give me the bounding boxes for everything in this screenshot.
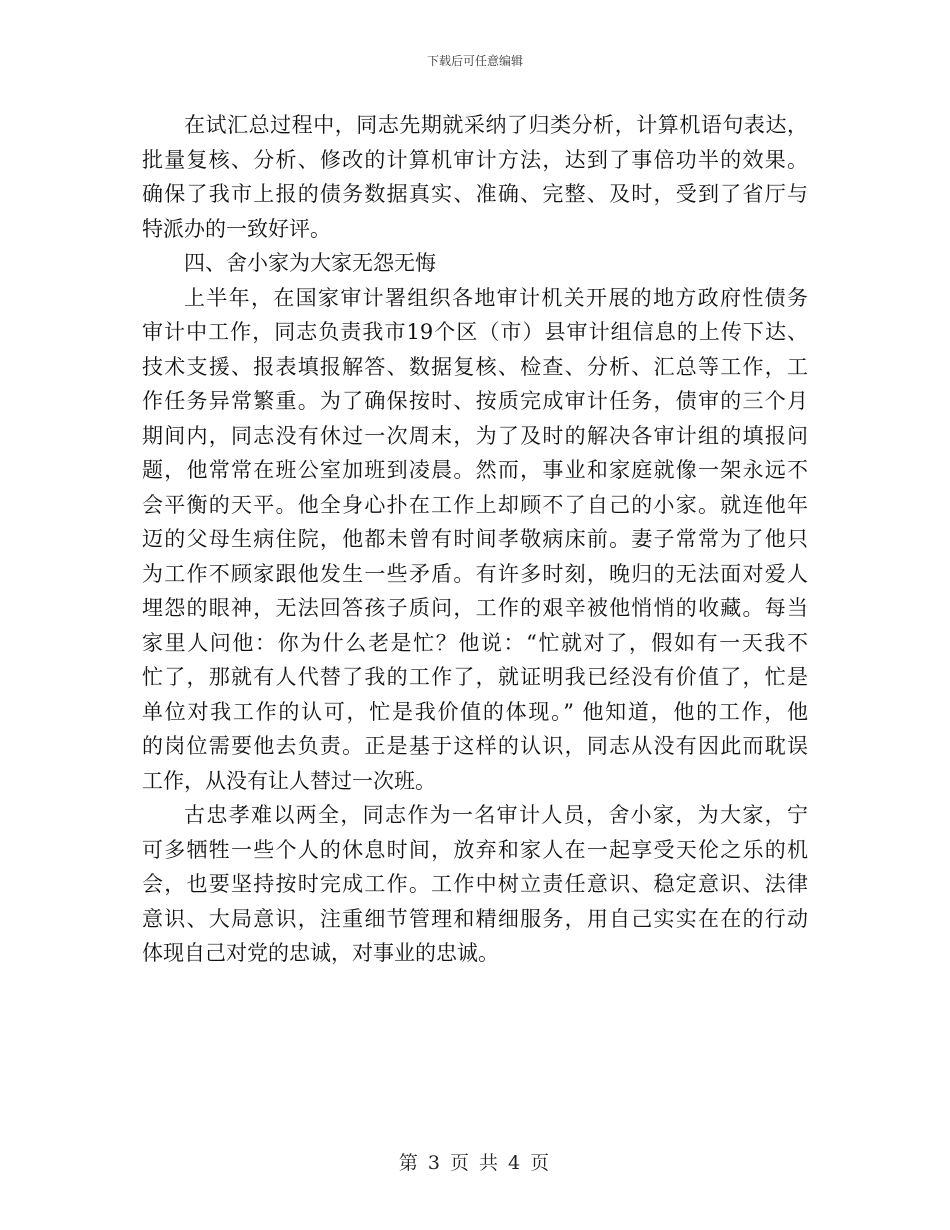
text-line: 上半年，在国家审计署组织各地审计机关开展的地方政府性债务 [184,285,808,310]
text-line: 会，也要坚持按时完成工作。工作中树立责任意识、稳定意识、法律 [142,872,808,896]
paragraph-1 [142,108,808,246]
text-line: 的岗位需要他去负责。正是基于这样的认识，同志从没有因此而耽误 [142,734,808,758]
text-line: 为工作不顾家跟他发生一些矛盾。有许多时刻，晚归的无法面对爱人 [142,561,808,586]
text-line: 批量复核、分析、修改的计算机审计方法，达到了事倍功半的效果。 [142,147,808,172]
text-line: 古忠孝难以两全，同志作为一名审计人员，舍小家，为大家，宁 [184,803,808,827]
text-line: 意识、大局意识，注重细节管理和精细服务，用自己实实在在的行动 [142,906,808,931]
page-header-note: 下载后可任意编辑 [426,54,523,68]
text-line: 单位对我工作的认可，忙是我价值的体现。” 他知道，他的工作，他 [142,699,808,724]
text-line: 家里人问他：你为什么老是忙？他说：“忙就对了，假如有一天我不 [142,630,808,655]
paragraph-2 [142,281,808,799]
text-line: 在试汇总过程中，同志先期就采纳了归类分析，计算机语句表达， [184,113,808,137]
text-line: 工作，从没有让人替过一次班。 [142,768,436,793]
page-number-footer: 第 3 页 共 4 页 [398,1152,552,1174]
section-heading-4: 四、舍小家为大家无怨无悔 [184,251,436,275]
text-line: 确保了我市上报的债务数据真实、准确、完整、及时，受到了省厅与 [142,182,808,206]
text-line: 可多牺牲一些个人的休息时间，放弃和家人在一起享受天伦之乐的机 [142,837,808,862]
document-body [142,108,808,971]
text-line: 题，他常常在班公室加班到凌晨。然而，事业和家庭就像一架永远不 [142,458,808,482]
text-line: 作任务异常繁重。为了确保按时、按质完成审计任务，债审的三个月 [142,389,808,413]
text-line: 审计中工作，同志负责我市19个区（市）县审计组信息的上传下达、 [142,320,808,344]
text-line: 忙了，那就有人代替了我的工作了，就证明我已经没有价值了，忙是 [142,665,808,689]
text-line: 迈的父母生病住院，他都未曾有时间孝敬病床前。妻子常常为了他只 [142,527,808,551]
text-line: 会平衡的天平。他全身心扑在工作上却顾不了自己的小家。就连他年 [142,492,808,517]
text-line: 特派办的一致好评。 [142,216,331,241]
text-line: 技术支援、报表填报解答、数据复核、检查、分析、汇总等工作，工 [142,354,808,379]
text-line: 期间内，同志没有休过一次周末，为了及时的解决各审计组的填报问 [142,423,808,448]
paragraph-3 [142,798,808,971]
text-line: 体现自己对党的忠诚，对事业的忠诚。 [142,941,499,965]
text-line: 埋怨的眼神，无法回答孩子质问，工作的艰辛被他悄悄的收藏。每当 [142,596,808,620]
